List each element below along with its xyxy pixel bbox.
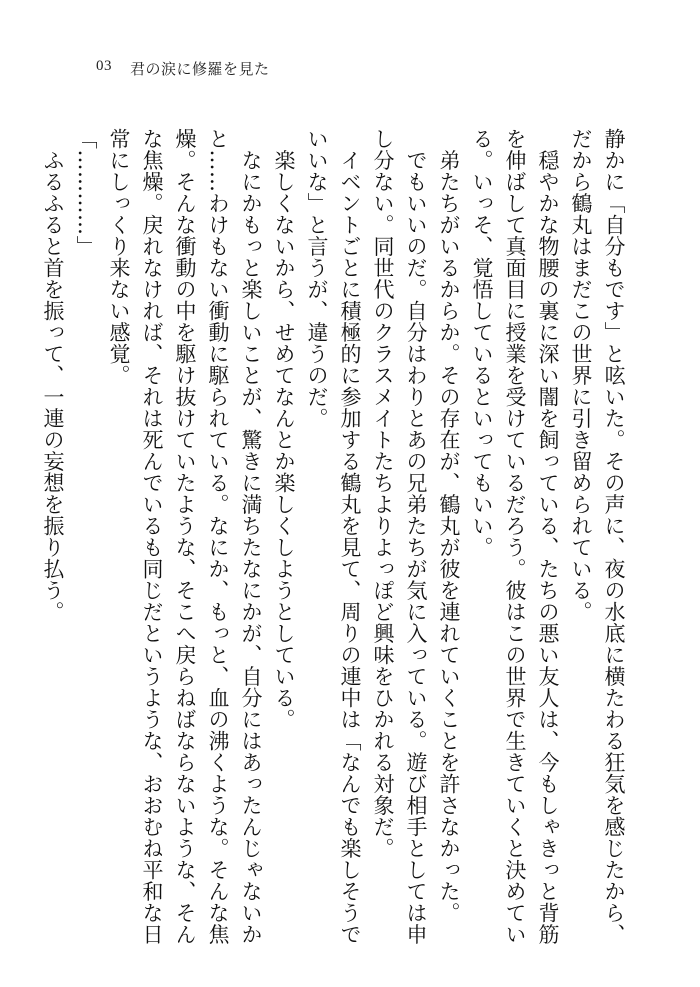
paragraph: 弟たちがいるからか。その存在が、鶴丸が彼を連れていくことを許さなかった。 <box>437 128 461 924</box>
vertical-body-text <box>36 128 630 958</box>
paragraph: ふるふると首を振って、一連の妄想を振り払う。 <box>41 128 65 623</box>
paragraph: 「…………」 <box>74 128 98 257</box>
paragraph: でもいいのだ。自分はわりとあの兄弟たちが気に入っている。遊び相手としては申し分ない。同世代のクラスメイトたちよりよっぽど興味をひかれる対象だ。 <box>371 128 428 945</box>
paragraph: 静かに「自分もです」と呟いた。その声に、夜の水底に横たわる狂気を感じたから、だから鶴丸はまだこの世界に引き留められている。 <box>569 128 626 945</box>
paragraph: 穏やかな物腰の裏に深い闇を飼っている、たちの悪い友人は、今もしゃきっと背筋を伸ばして真面目に授業を受けているだろう。彼はこの世界で生きていくと決めている。いっそ、覚悟しているといってもいい。 <box>470 128 560 945</box>
paragraph: イベントごとに積極的に参加する鶴丸を見て、周りの連中は「なんでも楽しそうでいいな」と言うが、違うのだ。 <box>305 128 362 945</box>
paragraph: 楽しくないから、せめてなんとか楽しくしようとしている。 <box>272 128 296 730</box>
chapter-title: 君の涙に修羅を見た <box>130 60 270 78</box>
paragraph: なにかもっと楽しいことが、驚きに満ちたなにかが、自分にはあったんじゃないかと……わけもない衝動に駆られている。なにか、もっと、血の沸くような。そんな焦燥。そんな衝動の中を駆け抜けていたような、そこへ戻らねばならないような、そんな焦燥。戻れなければ、それは死んでいるも同じだというような、おおむね平和な日常にしっくり来ない感覚。 <box>107 128 263 945</box>
page-number: 03 <box>96 58 112 74</box>
running-header <box>96 58 270 79</box>
